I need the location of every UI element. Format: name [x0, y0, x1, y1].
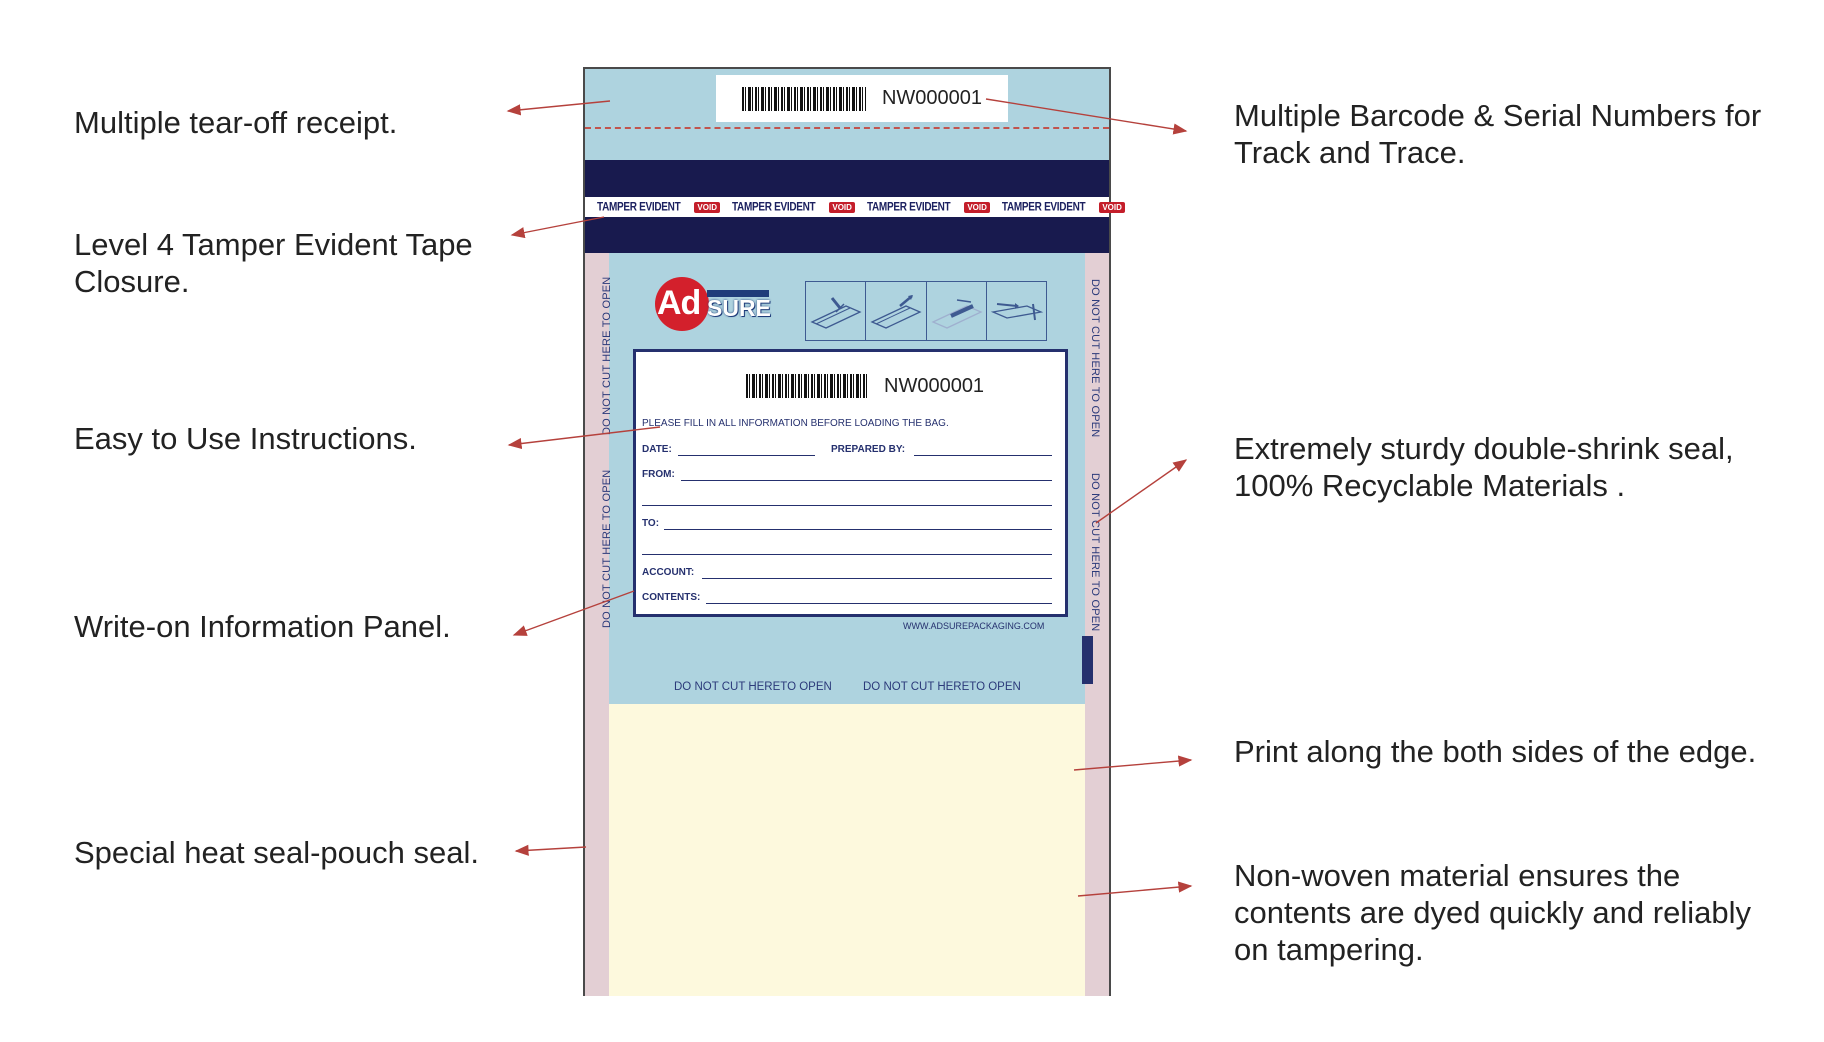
- callout-shrink-seal-line2: 100% Recyclable Materials .: [1234, 468, 1626, 503]
- arrow-shrink-seal: [1096, 460, 1186, 523]
- callout-tear-off-receipt: Multiple tear-off receipt.: [74, 105, 398, 140]
- arrow-tape: [512, 217, 604, 235]
- tape-segment: TAMPER EVIDENT VOID: [732, 202, 855, 213]
- callout-tamper-tape-line1: Level 4 Tamper Evident Tape: [74, 227, 473, 262]
- from-label: FROM:: [642, 469, 675, 480]
- tape-segment: TAMPER EVIDENT VOID: [867, 202, 990, 213]
- edge-text-left-1: DO NOT CUT HERE TO OPEN: [601, 276, 613, 435]
- arrow-panel: [514, 591, 634, 635]
- callout-barcodes-line2: Track and Trace.: [1234, 135, 1466, 170]
- callout-barcodes-line1: Multiple Barcode & Serial Numbers for: [1234, 98, 1762, 133]
- callout-edge-print: Print along the both sides of the edge.: [1234, 734, 1757, 769]
- callout-non-woven-line2: contents are dyed quickly and reliably: [1234, 895, 1751, 930]
- edge-text-left-2: DO NOT CUT HERE TO OPEN: [601, 469, 613, 628]
- tape-segment: TAMPER EVIDENT VOID: [597, 202, 720, 213]
- date-label: DATE:: [642, 444, 672, 455]
- callout-info-panel: Write-on Information Panel.: [74, 609, 451, 644]
- callout-heat-seal: Special heat seal-pouch seal.: [74, 835, 479, 870]
- account-label: ACCOUNT:: [642, 567, 695, 578]
- arrow-non-woven: [1078, 886, 1191, 896]
- serial-number-panel: NW000001: [884, 374, 985, 397]
- bottom-warning-1: DO NOT CUT HERETO OPEN: [674, 681, 832, 693]
- panel-instruction: PLEASE FILL IN ALL INFORMATION BEFORE LOADING THE BAG.: [642, 418, 949, 429]
- arrow-receipt: [508, 101, 610, 111]
- arrow-edge-print: [1074, 760, 1191, 770]
- logo-sure-text: SURE: [707, 295, 771, 321]
- arrow-heat-seal: [516, 847, 586, 851]
- website-url: WWW.ADSUREPACKAGING.COM: [903, 621, 1045, 631]
- bottom-warning-2: DO NOT CUT HERETO OPEN: [863, 681, 1021, 693]
- contents-label: CONTENTS:: [642, 592, 701, 603]
- callout-tamper-tape-line2: Closure.: [74, 264, 190, 299]
- prepared-by-label: PREPARED BY:: [831, 444, 906, 455]
- edge-text-right-1: DO NOT CUT HERE TO OPEN: [1089, 279, 1101, 438]
- callout-shrink-seal-line1: Extremely sturdy double-shrink seal,: [1234, 431, 1734, 466]
- edge-text-right-2: DO NOT CUT HERE TO OPEN: [1089, 473, 1101, 632]
- callout-non-woven-line1: Non-woven material ensures the: [1234, 858, 1681, 893]
- callout-non-woven-line3: on tampering.: [1234, 932, 1424, 967]
- logo-ad-text: Ad: [657, 284, 701, 322]
- arrow-barcodes: [986, 99, 1186, 131]
- serial-number-top: NW000001: [881, 87, 983, 109]
- arrow-instructions: [509, 427, 660, 445]
- tape-segment: TAMPER EVIDENT VOID: [1002, 202, 1125, 213]
- callout-instructions: Easy to Use Instructions.: [74, 421, 417, 456]
- to-label: TO:: [642, 518, 660, 529]
